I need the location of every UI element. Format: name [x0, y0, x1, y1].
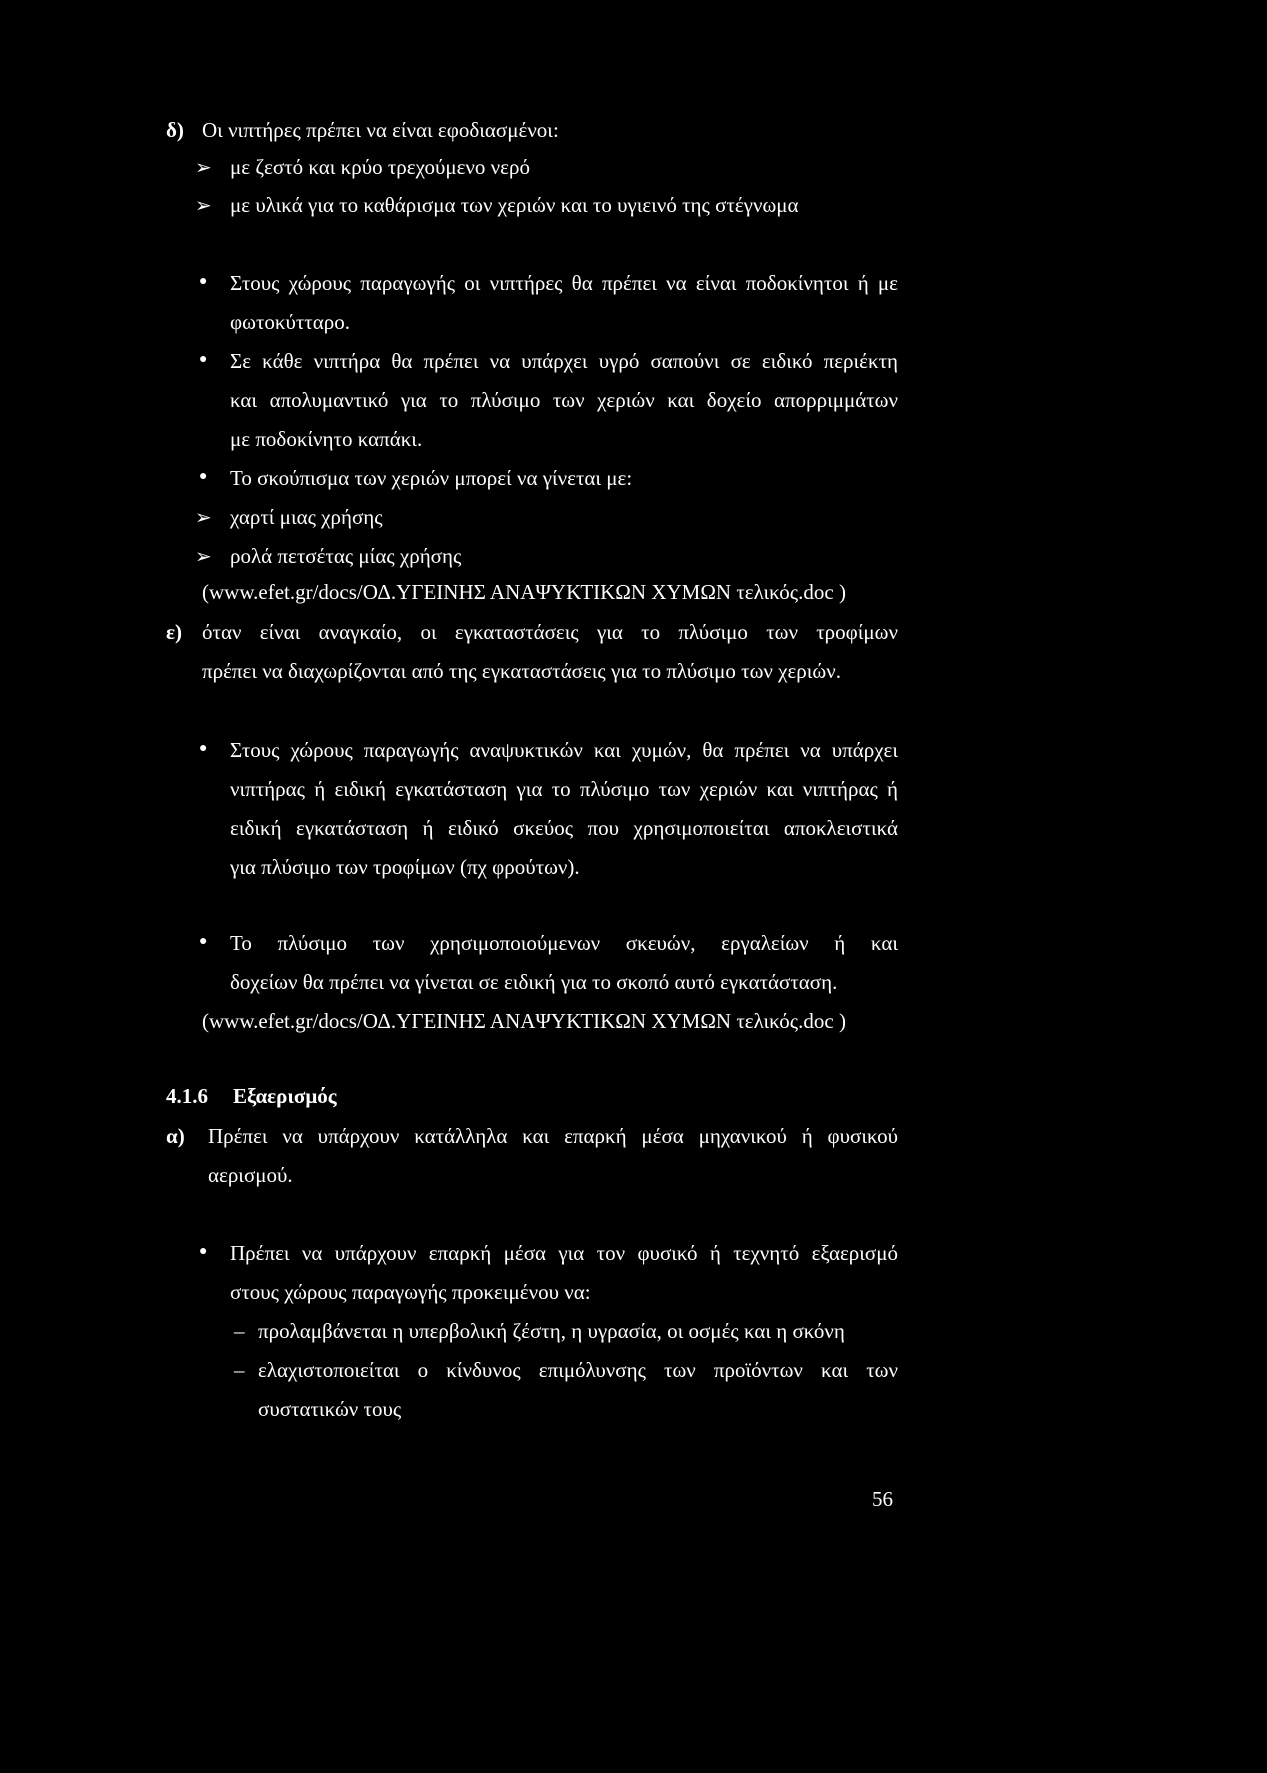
list-item: με υλικά για το καθάρισμα των χεριών και το υγιεινό της στέγνωμα: [230, 193, 799, 217]
paragraph-line: δοχείων θα πρέπει να γίνεται σε ειδική για το σκοπό αυτό εγκατάσταση.: [230, 970, 838, 994]
arrow-bullet-icon: ➢: [195, 193, 212, 217]
bullet-icon: ●: [199, 469, 208, 484]
dash-bullet-icon: –: [234, 1358, 245, 1382]
dash-bullet-icon: –: [234, 1319, 245, 1343]
bullet-icon: ●: [199, 352, 208, 367]
section-heading-number: 4.1.6: [166, 1084, 208, 1108]
paragraph-line: φωτοκύτταρο.: [230, 310, 350, 334]
list-item: ελαχιστοποιείται ο κίνδυνος επιμόλυνσης των προϊόντων και των: [258, 1358, 898, 1382]
paragraph-line: Σε κάθε νιπτήρα θα πρέπει να υπάρχει υγρό σαπούνι σε ειδικό περιέκτη: [230, 349, 898, 373]
section-a-marker: α): [166, 1124, 185, 1148]
list-item: χαρτί μιας χρήσης: [230, 505, 383, 529]
paragraph-line: με ποδοκίνητο καπάκι.: [230, 427, 423, 451]
paragraph-line: Πρέπει να υπάρχουν κατάλληλα και επαρκή μέσα μηχανικού ή φυσικού: [208, 1124, 898, 1148]
paragraph-line: Στους χώρους παραγωγής αναψυκτικών και χυμών, θα πρέπει να υπάρχει: [230, 738, 898, 762]
bullet-icon: ●: [199, 934, 208, 949]
paragraph-line: και απολυμαντικό για το πλύσιμο των χεριών και δοχείο απορριμμάτων: [230, 388, 898, 412]
source-reference: (www.efet.gr/docs/ΟΔ.ΥΓΕΙΝΗΣ ΑΝΑΨΥΚΤΙΚΩΝ ΧΥΜΩΝ τελικός.doc ): [202, 1009, 846, 1033]
paragraph-line: στους χώρους παραγωγής προκειμένου να:: [230, 1280, 591, 1304]
bullet-icon: ●: [199, 274, 208, 289]
section-d-intro: Οι νιπτήρες πρέπει να είναι εφοδιασμένοι:: [202, 118, 559, 142]
paragraph-line: για πλύσιμο των τροφίμων (πχ φρούτων).: [230, 855, 580, 879]
arrow-bullet-icon: ➢: [195, 544, 212, 568]
paragraph-line: νιπτήρας ή ειδική εγκατάσταση για το πλύσιμο των χεριών και νιπτήρας ή: [230, 777, 898, 801]
bullet-icon: ●: [199, 1244, 208, 1259]
paragraph-line: Πρέπει να υπάρχουν επαρκή μέσα για τον φυσικό ή τεχνητό εξαερισμό: [230, 1241, 898, 1265]
list-item: προλαμβάνεται η υπερβολική ζέστη, η υγρασία, οι οσμές και η σκόνη: [258, 1319, 845, 1343]
section-e-marker: ε): [166, 620, 182, 644]
paragraph-line: όταν είναι αναγκαίο, οι εγκαταστάσεις για το πλύσιμο των τροφίμων: [202, 620, 898, 644]
paragraph-line: αερισμού.: [208, 1163, 293, 1187]
list-item-continuation: συστατικών τους: [258, 1397, 402, 1421]
bullet-icon: ●: [199, 741, 208, 756]
source-reference: (www.efet.gr/docs/ΟΔ.ΥΓΕΙΝΗΣ ΑΝΑΨΥΚΤΙΚΩΝ ΧΥΜΩΝ τελικός.doc ): [202, 580, 846, 604]
paragraph-line: πρέπει να διαχωρίζονται από της εγκαταστάσεις για το πλύσιμο των χεριών.: [202, 659, 841, 683]
section-heading-title: Εξαερισμός: [233, 1084, 337, 1108]
list-item: ρολά πετσέτας μίας χρήσης: [230, 544, 462, 568]
paragraph-line: Το πλύσιμο των χρησιμοποιούμενων σκευών, εργαλείων ή και: [230, 931, 898, 955]
paragraph-line: Το σκούπισμα των χεριών μπορεί να γίνεται με:: [230, 466, 633, 490]
paragraph-line: ειδική εγκατάσταση ή ειδικό σκεύος που χρησιμοποιείται αποκλειστικά: [230, 816, 898, 840]
page-number: 56: [872, 1487, 893, 1511]
section-d-marker: δ): [166, 118, 184, 142]
list-item: με ζεστό και κρύο τρεχούμενο νερό: [230, 155, 530, 179]
paragraph-line: Στους χώρους παραγωγής οι νιπτήρες θα πρέπει να είναι ποδοκίνητοι ή με: [230, 271, 898, 295]
arrow-bullet-icon: ➢: [195, 505, 212, 529]
arrow-bullet-icon: ➢: [195, 155, 212, 179]
